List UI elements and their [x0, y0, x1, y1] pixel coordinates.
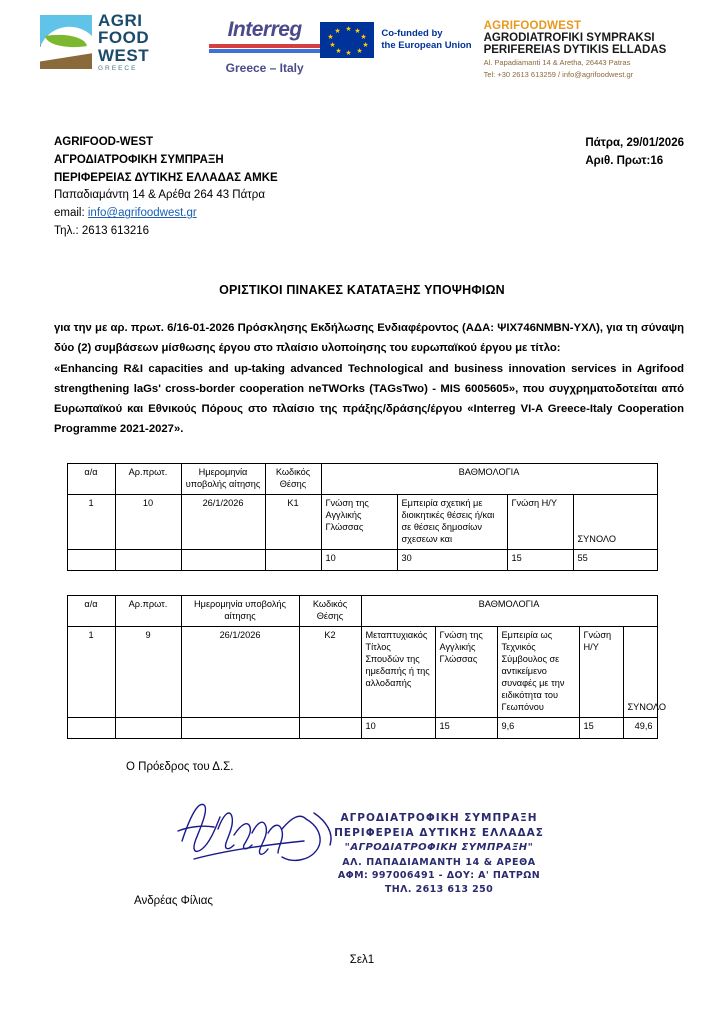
- cell-total-label: ΣΥΝΟΛΟ: [573, 495, 657, 550]
- eu-flag-icon: ★ ★ ★ ★ ★ ★ ★ ★ ★ ★: [320, 22, 374, 58]
- signature-area: [34, 773, 690, 923]
- cell-criterion-2: Εμπειρία σχετική με διοικητικές θέσεις ή/και σε θέσεις δημοσίων σχεσεων και: [397, 495, 507, 550]
- table-row: [67, 495, 657, 550]
- sender-address: Παπαδιαμάντη 14 & Αρέθα 264 43 Πάτρα: [54, 189, 265, 202]
- score-3: 9,6: [497, 717, 579, 738]
- table-header-row: [67, 464, 657, 495]
- score-blank-protocol: [115, 550, 181, 571]
- president-label: Ο Πρόεδρος του Δ.Σ.: [126, 760, 234, 773]
- th-protocol: Αρ.πρωτ.: [115, 464, 181, 495]
- th-aa: α/α: [67, 464, 115, 495]
- place-date-block: [585, 134, 690, 241]
- score-blank-code: [265, 550, 321, 571]
- score-blank-aa: [67, 717, 115, 738]
- th-code: Κωδικός Θέσης: [299, 596, 361, 627]
- eu-funding-logo: [320, 12, 483, 58]
- sender-line-1: AGRIFOOD-WEST: [54, 136, 154, 148]
- table-scores-row: [67, 717, 657, 738]
- cell-criterion-3: Εμπειρία ως Τεχνικός Σύμβουλος σε αντικείμενο συναφές με την ειδικότητα του Γεωπόνου: [497, 627, 579, 718]
- score-1: 10: [361, 717, 435, 738]
- paragraph-2: «Enhancing R&I capacities and up-taking advanced Technological and business innovation services in Agrifood strengthening laGs' cross-border cooperation neTWOrks (TAGsTwo) - MIS 6005605», που συγχρηματοδοτείται από Ευρωπαϊκού και Εθνικούς Πόρους στο πλαίσιο της πράξης/δράσης/έργου «Interreg VI-A Greece-Italy Cooperation Programme 2021-2027».: [54, 363, 684, 435]
- cell-protocol: 9: [115, 627, 181, 718]
- page-title: ΟΡΙΣΤΙΚΟΙ ΠΙΝΑΚΕΣ ΚΑΤΑΤΑΞΗΣ ΥΠΟΨΗΦΙΩΝ: [219, 282, 505, 297]
- logo-sub: GREECE: [98, 64, 138, 72]
- score-blank-date: [181, 550, 265, 571]
- th-scoring: ΒΑΘΜΟΛΟΓΙΑ: [361, 596, 657, 627]
- agrifood-logo-text: [98, 12, 149, 73]
- table-scores-row: [67, 550, 657, 571]
- logo-line-1: AGRI: [98, 11, 143, 30]
- protocol-number: Αριθ. Πρωτ:16: [585, 155, 664, 168]
- email-link[interactable]: info@agrifoodwest.gr: [87, 207, 197, 220]
- org-line-3: PERIFEREIAS DYTIKIS ELLADAS: [483, 44, 667, 56]
- score-blank-protocol: [115, 717, 181, 738]
- cell-date: 26/1/2026: [181, 627, 299, 718]
- score-blank-date: [181, 717, 299, 738]
- email-label: email:: [54, 207, 88, 220]
- cell-criterion-1: Μεταπτυχιακός Τίτλος Σπουδών της ημεδαπής ή της αλλοδαπής: [361, 627, 435, 718]
- th-code: Κωδικός Θέσης: [265, 464, 321, 495]
- table-header-row: [67, 596, 657, 627]
- stamp-line-1: ΑΓΡΟΔΙΑΤΡΟΦΙΚΗ ΣΥΜΠΡΑΞΗ: [340, 811, 538, 824]
- org-address-line-2: Tel: +30 2613 613259 / info@agrifoodwest.gr: [483, 70, 634, 80]
- th-protocol: Αρ.πρωτ.: [115, 596, 181, 627]
- logo-line-2: FOOD: [98, 28, 150, 48]
- org-line-2: AGRODIATROFIKI SYMPRAKSI: [483, 32, 655, 44]
- score-4: 15: [579, 717, 623, 738]
- score-blank-code: [299, 717, 361, 738]
- score-blank-aa: [67, 550, 115, 571]
- sender-line-3: ΠΕΡΙΦΕΡΕΙΑΣ ΔΥΤΙΚΗΣ ΕΛΛΑΔΑΣ ΑΜΚΕ: [54, 171, 278, 184]
- org-title: AGRIFOODWEST: [483, 20, 582, 32]
- sender-line-2: ΑΓΡΟΔΙΑΤΡΟΦΙΚΗ ΣΥΜΠΡΑΞΗ: [54, 153, 224, 166]
- official-stamp: [289, 811, 589, 897]
- cell-code: Κ1: [265, 495, 321, 550]
- logo-line-3: WEST: [98, 45, 150, 65]
- place-date: Πάτρα, 29/01/2026: [585, 137, 684, 149]
- eu-text-line-2: the European Union: [381, 40, 472, 51]
- ranking-table-k2: [67, 595, 667, 739]
- interreg-bar-blue: [209, 49, 320, 53]
- agrifood-west-logo: [34, 12, 209, 73]
- sender-phone: Τηλ.: 2613 613216: [54, 225, 150, 238]
- score-2: 15: [435, 717, 497, 738]
- ranking-table-k1: [67, 463, 658, 571]
- interreg-logo: [209, 12, 320, 75]
- page-number: Σελ1: [349, 954, 375, 966]
- cell-protocol: 10: [115, 495, 181, 550]
- agrifood-logo-icon: [40, 15, 92, 69]
- cell-aa: 1: [67, 627, 115, 718]
- cell-criterion-1: Γνώση της Αγγλικής Γλώσσας: [321, 495, 397, 550]
- interreg-wordmark: Interreg: [227, 18, 302, 41]
- stamp-line-6: ΤΗΛ. 2613 613 250: [384, 884, 494, 896]
- cell-aa: 1: [67, 495, 115, 550]
- org-address-line-1: Al. Papadiamanti 14 & Aretha, 26443 Patras: [483, 58, 631, 67]
- sender-and-date: [34, 134, 690, 241]
- document-header: [34, 12, 690, 96]
- organization-header: [484, 12, 690, 80]
- score-3: 15: [507, 550, 573, 571]
- eu-funding-text: [381, 28, 471, 52]
- eu-text-line-1: Co-funded by: [381, 28, 443, 40]
- interreg-bar-red: [209, 44, 320, 48]
- stamp-line-3: "ΑΓΡΟΔΙΑΤΡΟΦΙΚΗ ΣΥΜΠΡΑΞΗ": [344, 842, 534, 854]
- cell-criterion-4: Γνώση Η/Υ: [579, 627, 623, 718]
- cell-date: 26/1/2026: [181, 495, 265, 550]
- table-row: [67, 627, 657, 718]
- sender-block: [34, 134, 278, 241]
- score-2: 30: [397, 550, 507, 571]
- stamp-line-2: ΠΕΡΙΦΕΡΕΙΑ ΔΥΤΙΚΗΣ ΕΛΛΑΔΑΣ: [334, 826, 544, 839]
- th-date: Ημερομηνία υποβολής αίτησης: [181, 596, 299, 627]
- interreg-programme: Greece – Italy: [225, 61, 304, 75]
- signer-name: Ανδρέας Φίλιας: [134, 894, 213, 907]
- th-aa: α/α: [67, 596, 115, 627]
- score-1: 10: [321, 550, 397, 571]
- cell-code: Κ2: [299, 627, 361, 718]
- score-total: 55: [573, 550, 657, 571]
- cell-criterion-3: Γνώση Η/Υ: [507, 495, 573, 550]
- paragraph-1: για την με αρ. πρωτ. 6/16-01-2026 Πρόσκλησης Εκδήλωσης Ενδιαφέροντος (ΑΔΑ: ΨΙΧ746ΝΜΒΝ-ΥΧΛ), για τη σύναψη δύο (2) συμβάσεων μίσθωσης έργου στο πλαίσιο υλοποίησης του ευρωπαϊκού έργου με τίτλο:: [54, 321, 684, 354]
- stamp-line-5: ΑΦΜ: 997006491 - ΔΟΥ: Α' ΠΑΤΡΩΝ: [337, 870, 541, 882]
- th-scoring: ΒΑΘΜΟΛΟΓΙΑ: [321, 464, 657, 495]
- cell-criterion-2: Γνώση της Αγγλικής Γλώσσας: [435, 627, 497, 718]
- cell-total-label: ΣΥΝΟΛΟ: [623, 627, 657, 718]
- score-total: 49,6: [623, 717, 657, 738]
- sender-email-row: [54, 205, 278, 223]
- th-date: Ημερομηνία υποβολής αίτησης: [181, 464, 265, 495]
- stamp-line-4: ΑΛ. ΠΑΠΑΔΙΑΜΑΝΤΗ 14 & ΑΡΕΘΑ: [342, 856, 536, 868]
